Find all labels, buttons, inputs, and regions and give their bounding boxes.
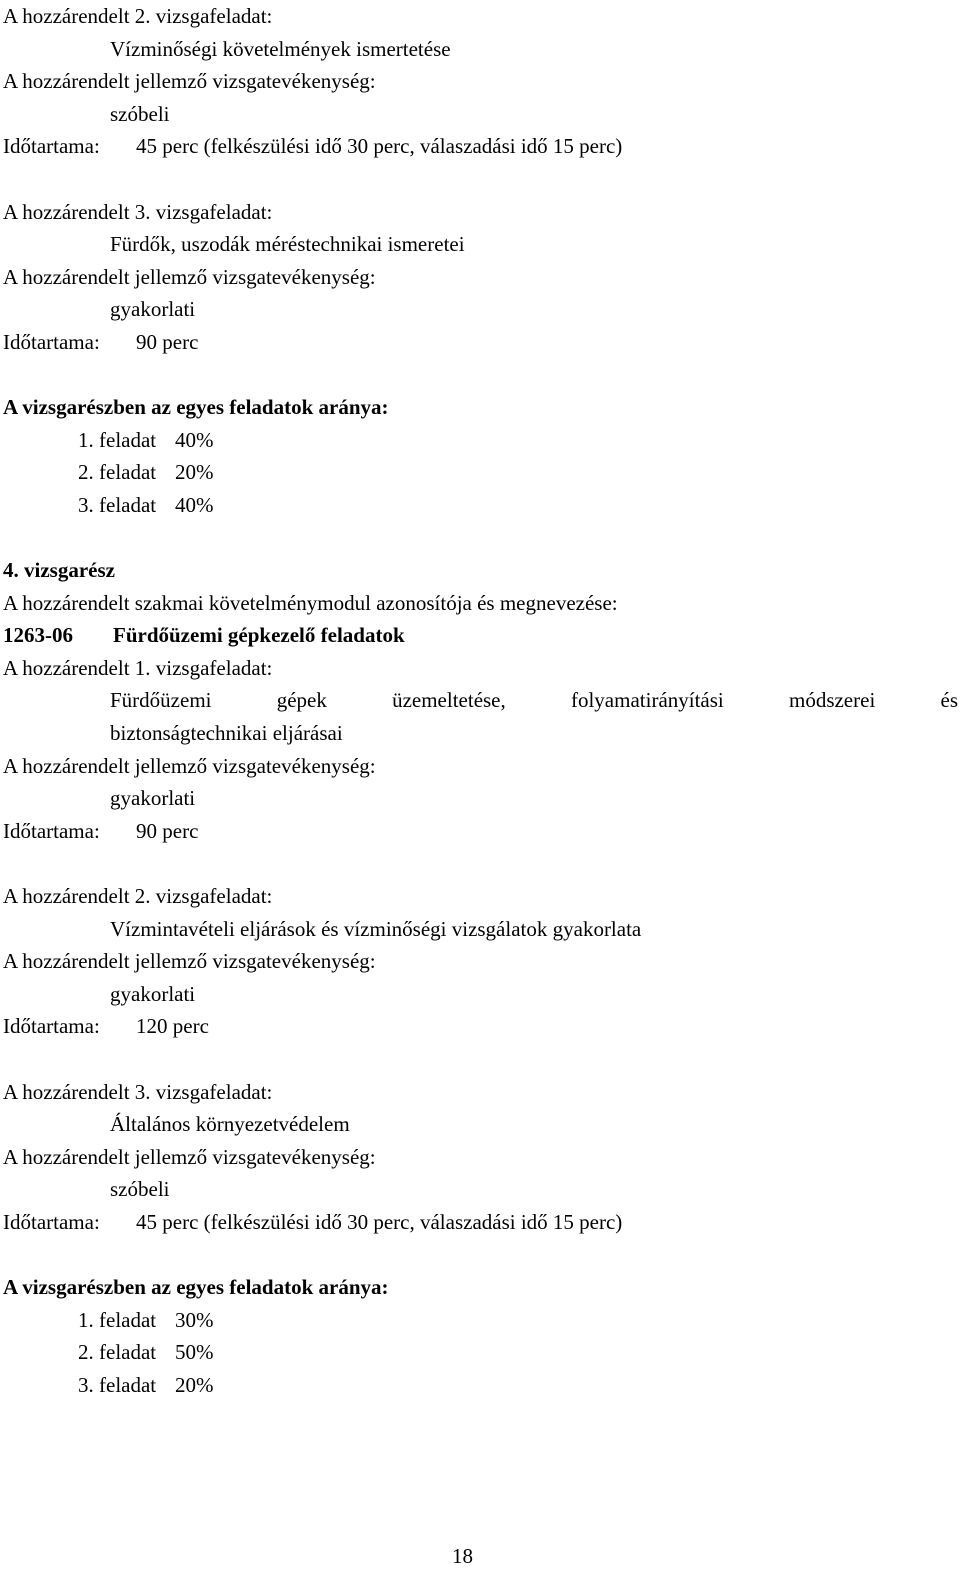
duration-label: Időtartama:	[3, 1014, 100, 1039]
duration-value: 90 perc	[136, 329, 199, 354]
section-heading: 4. vizsgarész	[3, 558, 115, 583]
task-title: Általános környezetvédelem	[110, 1112, 350, 1137]
task-header: A hozzárendelt 2. vizsgafeladat:	[3, 4, 273, 28]
duration-value: 45 perc (felkészülési idő 30 perc, válaszadási idő 15 perc)	[136, 134, 623, 159]
duration-label: Időtartama:	[3, 329, 100, 354]
ratio-row	[3, 1304, 958, 1337]
ratio-row	[3, 1369, 958, 1402]
page-number-text: 18	[452, 1544, 473, 1568]
ratio-value: 50%	[175, 1340, 214, 1365]
ratio-task: 2. feladat	[78, 460, 157, 485]
activity-value: gyakorlati	[110, 297, 196, 322]
activity-label: A hozzárendelt jellemző vizsgatevékenység:	[3, 264, 376, 289]
activity-label: A hozzárendelt jellemző vizsgatevékenység:	[3, 753, 376, 778]
duration-value: 45 perc (felkészülési idő 30 perc, válaszadási idő 15 perc)	[136, 1209, 623, 1234]
duration-line	[3, 1010, 958, 1043]
activity-value: szóbeli	[110, 1177, 170, 1202]
duration-line	[3, 1206, 958, 1239]
activity-value: gyakorlati	[110, 981, 196, 1006]
ratio-value: 20%	[175, 460, 214, 485]
duration-label: Időtartama:	[3, 818, 100, 843]
module-name: Fürdőüzemi gépkezelő feladatok	[113, 623, 405, 648]
duration-line	[3, 130, 958, 163]
task-title: Fürdőüzemi gépek üzemeltetése, folyamatirányítási módszerei és	[110, 688, 958, 713]
activity-label: A hozzárendelt jellemző vizsgatevékenység:	[3, 949, 376, 974]
duration-line	[3, 326, 958, 359]
ratio-heading: A vizsgarészben az egyes feladatok aránya:	[3, 1275, 389, 1300]
task-title: Vízminőségi követelmények ismertetése	[110, 36, 451, 61]
ratio-task: 3. feladat	[78, 492, 157, 517]
ratio-value: 20%	[175, 1372, 214, 1397]
duration-line	[3, 815, 958, 848]
ratio-task: 1. feladat	[78, 1307, 157, 1332]
ratio-task: 2. feladat	[78, 1340, 157, 1365]
page-number	[0, 1540, 960, 1572]
task-title: Fürdők, uszodák méréstechnikai ismeretei	[110, 232, 465, 257]
ratio-row	[3, 489, 958, 522]
ratio-value: 40%	[175, 492, 214, 517]
task-title-continued: biztonságtechnikai eljárásai	[110, 721, 343, 746]
module-line	[3, 619, 958, 652]
duration-value: 120 perc	[136, 1014, 209, 1039]
activity-label: A hozzárendelt jellemző vizsgatevékenység:	[3, 69, 376, 94]
ratio-row	[3, 456, 958, 489]
ratio-task: 1. feladat	[78, 427, 157, 452]
duration-label: Időtartama:	[3, 1209, 100, 1234]
ratio-value: 40%	[175, 427, 214, 452]
activity-label: A hozzárendelt jellemző vizsgatevékenység:	[3, 1144, 376, 1169]
activity-value: gyakorlati	[110, 786, 196, 811]
document-body	[3, 0, 958, 1402]
ratio-value: 30%	[175, 1307, 214, 1332]
duration-value: 90 perc	[136, 818, 199, 843]
task-title: Vízmintavételi eljárások és vízminőségi vizsgálatok gyakorlata	[110, 916, 642, 941]
ratio-row	[3, 424, 958, 457]
module-label: A hozzárendelt szakmai követelménymodul azonosítója és megnevezése:	[3, 590, 618, 615]
duration-label: Időtartama:	[3, 134, 100, 159]
module-code: 1263-06	[3, 623, 73, 648]
activity-value: szóbeli	[110, 101, 170, 126]
task-header: A hozzárendelt 2. vizsgafeladat:	[3, 884, 273, 909]
ratio-task: 3. feladat	[78, 1372, 157, 1397]
task-header: A hozzárendelt 3. vizsgafeladat:	[3, 1079, 273, 1104]
ratio-heading: A vizsgarészben az egyes feladatok aránya:	[3, 395, 389, 420]
ratio-row	[3, 1336, 958, 1369]
task-header: A hozzárendelt 3. vizsgafeladat:	[3, 199, 273, 224]
task-header: A hozzárendelt 1. vizsgafeladat:	[3, 655, 273, 680]
